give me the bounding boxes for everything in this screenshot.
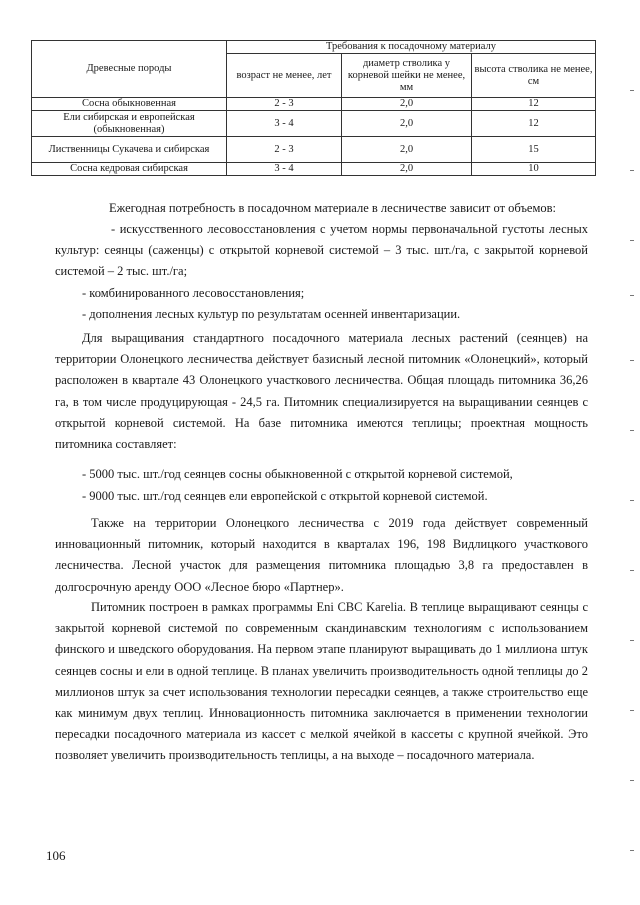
cell-species: Ели сибирская и европейская (обыкновенная)	[32, 111, 227, 137]
paragraph-innovative-nursery: Также на территории Олонецкого лесничества с 2019 года действует современный инновационный питомник, который находится в кварталах 196, 198 Видлицкого участкового лесничества. Лесной участок для размещения питомника площадью 3,8 га предоставлен в долгосрочную аренду ООО «Лесное бюро «Партнер».	[55, 516, 588, 594]
cell-species: Сосна кедровая сибирская	[32, 163, 227, 176]
cell-age: 3 - 4	[227, 163, 342, 176]
planting-requirements-table	[31, 40, 596, 176]
cell-age: 2 - 3	[227, 137, 342, 163]
header-species: Древесные породы	[32, 41, 227, 98]
cell-height: 12	[472, 111, 596, 137]
cell-age: 2 - 3	[227, 98, 342, 111]
cell-diameter: 2,0	[342, 111, 472, 137]
cell-species: Лиственницы Сукачева и сибирская	[32, 137, 227, 163]
table-row	[32, 163, 596, 176]
cell-height: 15	[472, 137, 596, 163]
header-diameter: диаметр стволика у корневой шейки не менее, мм	[342, 54, 472, 98]
page-number: 106	[46, 848, 66, 863]
cell-height: 12	[472, 98, 596, 111]
header-requirements-group: Требования к посадочному материалу	[227, 41, 596, 54]
paragraph-list-supplement: - дополнения лесных культур по результатам осенней инвентаризации.	[82, 307, 461, 321]
cell-diameter: 2,0	[342, 163, 472, 176]
paragraph-olonets-nursery: Для выращивания стандартного посадочного материала лесных растений (сеянцев) на территории Олонецкого лесничества действует базисный лесной питомник «Олонецкий», который расположен в квартале 43 Олонецкого участкового лесничества. Общая площадь питомника 36,26 га, в том числе продуцирующая - 24,5 га. Питомник специализируется на выращивании сеянцев с открытой корневой системой. На базе питомника имеются теплицы; проектная мощность питомника составляет:	[55, 331, 588, 452]
header-age: возраст не менее, лет	[227, 54, 342, 98]
cell-height: 10	[472, 163, 596, 176]
paragraph-demand-intro: Ежегодная потребность в посадочном материале в лесничестве зависит от объемов:	[109, 201, 557, 215]
paragraph-list-reforestation: - искусственного лесовосстановления с учетом нормы первоначальной густоты лесных культур: сеянцы (саженцы) с открытой корневой системой – 3 тыс. шт./га, с закрытой корневой системой – 2 тыс. шт./га;	[55, 222, 588, 279]
table-header-row	[32, 41, 596, 54]
paragraph-list-pine: - 5000 тыс. шт./год сеянцев сосны обыкновенной с открытой корневой системой,	[82, 467, 513, 481]
scan-margin-marks	[628, 30, 634, 870]
paragraph-list-combined: - комбинированного лесовосстановления;	[82, 286, 305, 300]
cell-species: Сосна обыкновенная	[32, 98, 227, 111]
cell-diameter: 2,0	[342, 137, 472, 163]
cell-age: 3 - 4	[227, 111, 342, 137]
header-height: высота стволика не менее, см	[472, 54, 596, 98]
table-row	[32, 111, 596, 137]
cell-diameter: 2,0	[342, 98, 472, 111]
paragraph-eni-cbc: Питомник построен в рамках программы Eni CBC Karelia. В теплице выращивают сеянцы с закрытой корневой системой по современным скандинавским технологиям с использованием финского и шведского оборудования. На первом этапе планируют выращивать до 1 миллиона штук сеянцев сосны и ели в одной теплице. В планах увеличить производительность одной теплицы до 2 миллионов штук за счет использования технологии пересадки сеянцев, а также строительство еще как минимум двух теплиц. Инновационность питомника заключается в применении технологии пересадки посадочного материала из кассет с мелкой ячейкой в кассеты с крупной ячейкой. Это позволяет увеличить производительность теплицы, а на выходе – посадочного материала.	[55, 600, 588, 763]
paragraph-list-spruce: - 9000 тыс. шт./год сеянцев ели европейской с открытой корневой системой.	[82, 489, 488, 503]
table-row	[32, 137, 596, 163]
table-row	[32, 98, 596, 111]
